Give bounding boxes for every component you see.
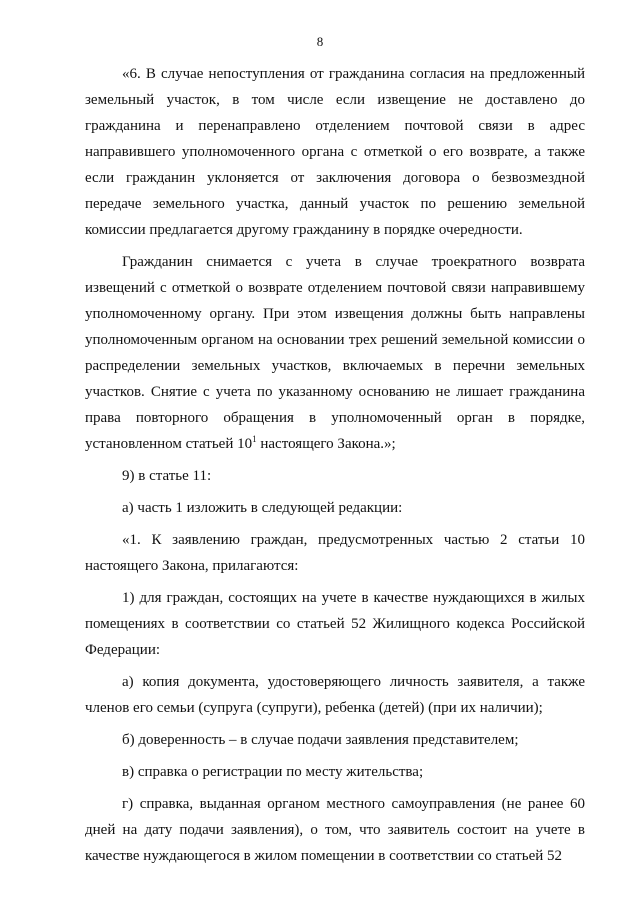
paragraph	[85, 249, 585, 457]
paragraph: 1) для граждан, состоящих на учете в качестве нуждающихся в жилых помещениях в соответствии со статьей 52 Жилищного кодекса Российской Федерации:	[85, 590, 585, 658]
paragraph: «1. К заявлению граждан, предусмотренных частью 2 статьи 10 настоящего Закона, прилагаются:	[85, 532, 585, 574]
paragraph-tail: настоящего Закона.»;	[256, 436, 396, 452]
paragraph: а) часть 1 изложить в следующей редакции:	[122, 500, 403, 516]
paragraph: «6. В случае непоступления от гражданина согласия на предложенный земельный участок, в том числе если извещение не доставлено до гражданина и перенаправлено отделением почтовой связи в адрес направившего уполномоченного органа с отметкой о его возврате, а также если гражданин уклоняется от заключения договора о безвозмездной передаче земельного участка, данный участок по решению земельной комиссии предлагается другому гражданину в порядке очередности.	[85, 66, 585, 238]
paragraph: а) копия документа, удостоверяющего личность заявителя, а также членов его семьи (супруга (супруги), ребенка (детей) (при их наличии);	[85, 674, 585, 716]
superscript: 1	[252, 434, 257, 444]
document-body	[85, 61, 585, 869]
paragraph-text: Гражданин снимается с учета в случае троекратного возврата извещений с отметкой о возврате отделением почтовой связи направившему уполномоченному органу. При этом извещения должны быть направлены уполномоченным органом на основании трех решений земельной комиссии о распределении земельных участков, включаемых в перечни земельных участков. Снятие с учета по указанному основанию не лишает гражданина права повторного обращения в уполномоченный орган в порядке, установленном статьей 10	[85, 254, 585, 452]
paragraph: 9) в статье 11:	[122, 468, 212, 484]
paragraph: в) справка о регистрации по месту жительства;	[122, 764, 424, 780]
paragraph: б) доверенность – в случае подачи заявления представителем;	[122, 732, 519, 748]
paragraph: г) справка, выданная органом местного самоуправления (не ранее 60 дней на дату подачи заявления), о том, что заявитель состоит на учете в качестве нуждающегося в жилом помещении в соответствии со статьей 52	[85, 796, 585, 864]
page-number: 8	[316, 34, 324, 49]
